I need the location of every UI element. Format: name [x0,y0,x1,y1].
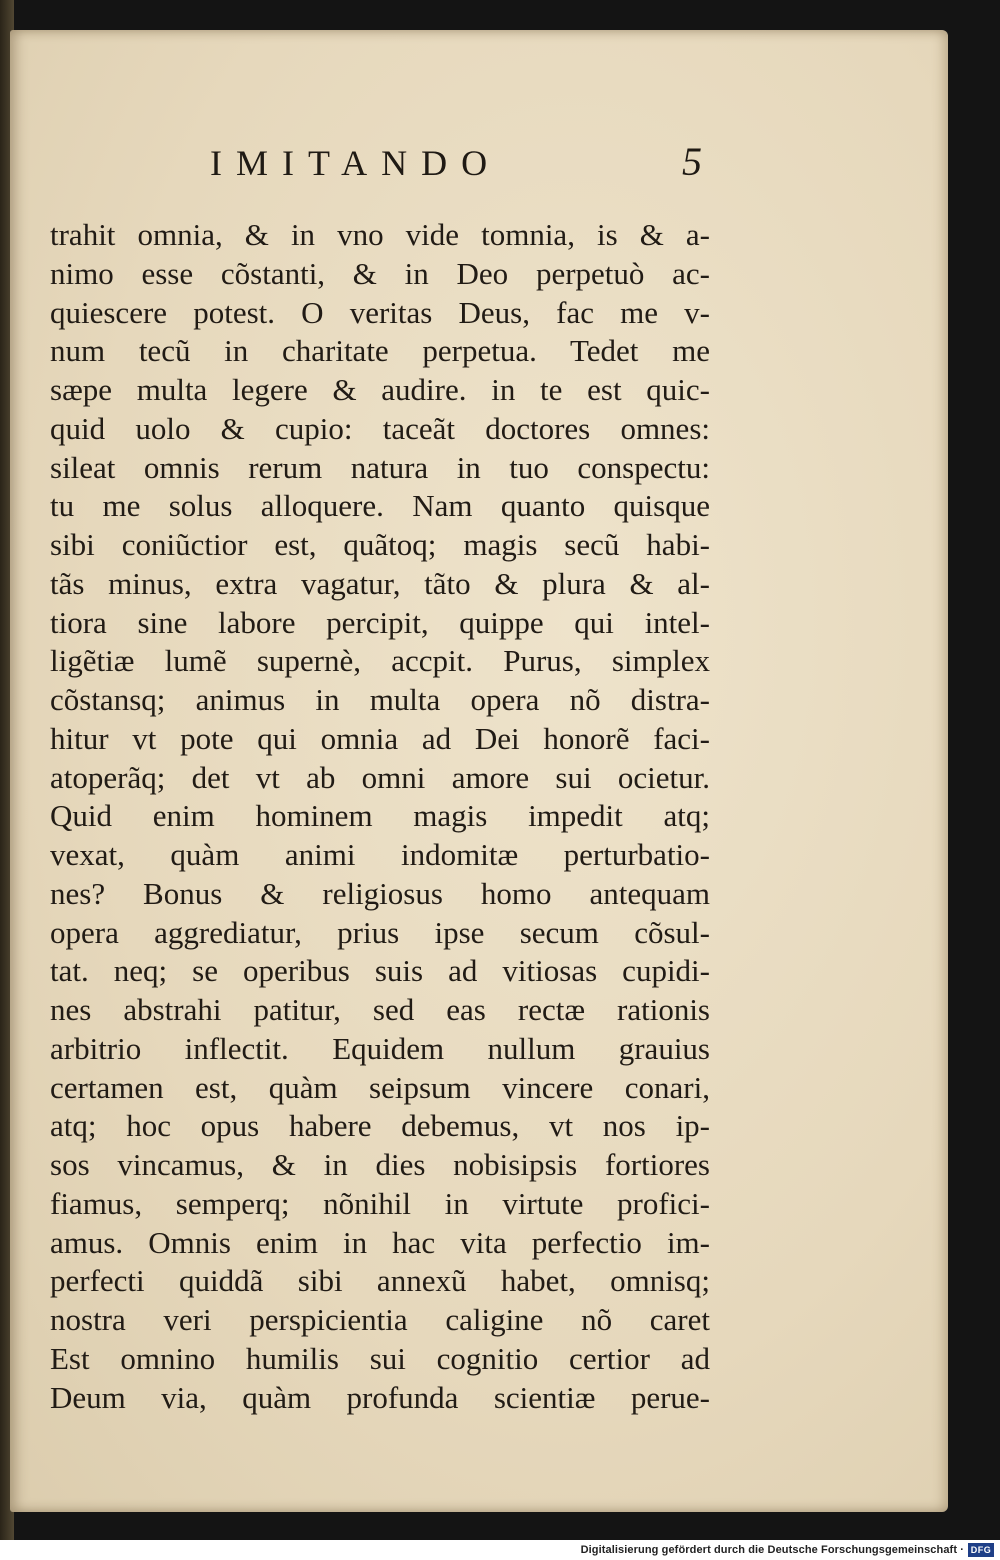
text-line: certamen est, quàm seipsum vincere conari, [50,1069,710,1105]
text-line: sibi coniũctior est, quãtoq; magis secũ habi- [50,527,710,562]
text-line: nes abstrahi patitur, sed eas rectæ rationis [50,992,710,1027]
page-number: 5 [682,139,702,184]
text-line: Deum via, quàm profunda scientiæ perue- [50,1379,710,1415]
text-line: fiamus, semperq; nõnihil in virtute profici- [50,1185,710,1221]
text-line: tiora sine labore percipit, quippe qui intel- [50,604,710,640]
text-line: hitur vt pote qui omnia ad Dei honorẽ faci- [50,720,710,756]
text-line: Quid enim hominem magis impedit atq; [50,798,710,834]
text-line: num tecũ in charitate perpetua. Tedet me [50,333,710,369]
text-line: tu me solus alloquere. Nam quanto quisque [50,488,710,524]
text-line: cõstansq; animus in multa opera nõ distra- [50,682,710,717]
digitization-credit [581,1542,964,1558]
text-line: vexat, quàm animi indomitæ perturbatio- [50,837,710,872]
text-line: nes? Bonus & religiosus homo antequam [50,875,710,911]
text-line: trahit omnia, & in vno vide tomnia, is & a- [50,217,710,252]
text-line: atq; hoc opus habere debemus, vt nos ip- [50,1108,710,1144]
text-line: sæpe multa legere & audire. in te est quic- [50,372,710,407]
credit-text: Digitalisierung gefördert durch die Deutsche Forschungsgemeinschaft · [580,1544,964,1556]
text-line: sos vincamus, & in dies nobisipsis fortiores [50,1147,710,1182]
text-line: quiescere potest. O veritas Deus, fac me v- [50,294,710,330]
book-page [10,30,948,1512]
text-line: opera aggrediatur, prius ipse secum cõsul- [50,914,710,950]
text-line: amus. Omnis enim in hac vita perfectio im- [50,1224,710,1260]
running-head: IMITANDO [210,143,502,183]
text-line: nimo esse cõstanti, & in Deo perpetuò ac- [50,255,710,291]
body-text [50,216,710,1417]
text-line: atoperãq; det vt ab omni amore sui ocietur. [50,759,710,795]
text-line: perfecti quiddã sibi annexũ habet, omnisq; [50,1263,710,1299]
dfg-logo: DFG [968,1543,994,1557]
text-line: ligẽtiæ lumẽ supernè, accpit. Purus, simplex [50,643,710,679]
text-line: Est omnino humilis sui cognitio certior ad [50,1340,710,1376]
text-line: quid uolo & cupio: taceãt doctores omnes: [50,410,710,446]
text-line: tat. neq; se operibus suis ad vitiosas cupidi- [50,953,710,989]
text-line: sileat omnis rerum natura in tuo conspectu: [50,449,710,485]
text-line: nostra veri perspicientia caligine nõ caret [50,1302,710,1337]
text-line: arbitrio inflectit. Equidem nullum grauius [50,1030,710,1066]
text-line: tãs minus, extra vagatur, tãto & plura & al- [50,565,710,601]
